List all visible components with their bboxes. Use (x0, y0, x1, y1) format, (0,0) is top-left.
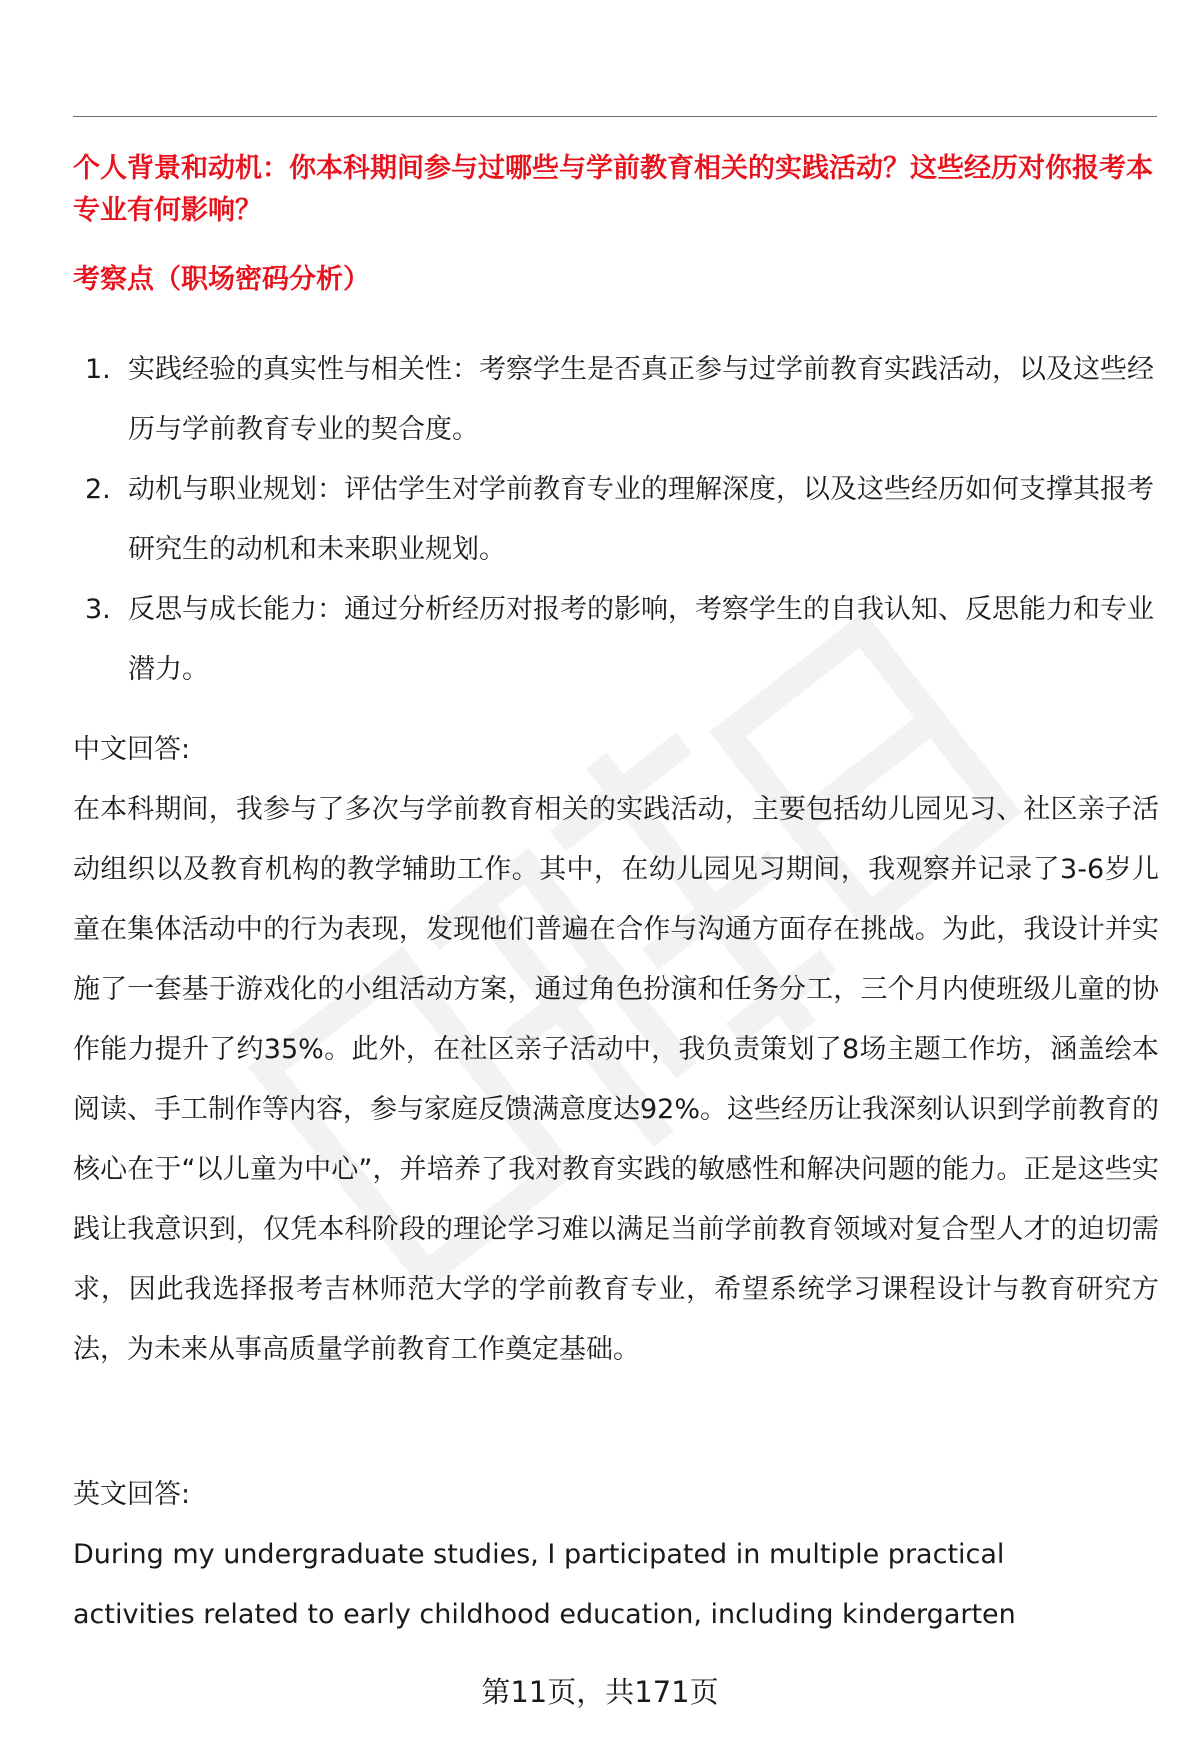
list-item-number: 1. (85, 354, 111, 385)
chinese-answer-text: 在本科期间，我参与了多次与学前教育相关的实践活动，主要包括幼儿园见习、社区亲子活动组织以及教育机构的教学辅助工作。其中，在幼儿园见习期间，我观察并记录了3-6岁儿童在集体活动中的行为表现，发现他们普遍在合作与沟通方面存在挑战。为此，我设计并实施了一套基于游戏化的小组活动方案，通过角色扮演和任务分工，三个月内使班级儿童的协作能力提升了约35%。此外，在社区亲子活动中，我负责策划了8场主题工作坊，涵盖绘本阅读、手工制作等内容，参与家庭反馈满意度达92%。这些经历让我深刻认识到学前教育的核心在于“以儿童为中心”，并培养了我对教育实践的敏感性和解决问题的能力。正是这些实践让我意识到，仅凭本科阶段的理论学习难以满足当前学前教育领域对复合型人才的迫切需求，因此我选择报考吉林师范大学的学前教育专业，希望系统学习课程设计与教育研究方法，为未来从事高质量学前教育工作奠定基础。 (73, 794, 1160, 1365)
list-item-text: 反思与成长能力：通过分析经历对报考的影响，考察学生的自我认知、反思能力和专业潜力。 (128, 594, 1154, 685)
section-title: 考察点（职场密码分析） (73, 264, 370, 295)
english-answer-text: During my undergraduate studies, I participated in multiple practical activities related to early childhood education, including kindergarten (73, 1539, 1016, 1630)
list-item (73, 460, 1159, 580)
list-item-text: 实践经验的真实性与相关性：考察学生是否真正参与过学前教育实践活动，以及这些经历与学前教育专业的契合度。 (128, 354, 1154, 445)
list-item-number: 2. (85, 474, 111, 505)
header-rule (73, 116, 1157, 117)
question-heading: 个人背景和动机：你本科期间参与过哪些与学前教育相关的实践活动？这些经历对你报考本专业有何影响？ (73, 153, 1153, 226)
list-item (73, 340, 1159, 460)
assessment-points-list (73, 340, 1159, 700)
chinese-answer-label: 中文回答: (73, 734, 191, 765)
page-number-footer: 第11页，共171页 (481, 1675, 719, 1709)
list-item (73, 580, 1159, 700)
english-answer-label: 英文回答: (73, 1479, 191, 1510)
list-item-number: 3. (85, 594, 111, 625)
list-item-text: 动机与职业规划：评估学生对学前教育专业的理解深度，以及这些经历如何支撑其报考研究生的动机和未来职业规划。 (128, 474, 1154, 565)
